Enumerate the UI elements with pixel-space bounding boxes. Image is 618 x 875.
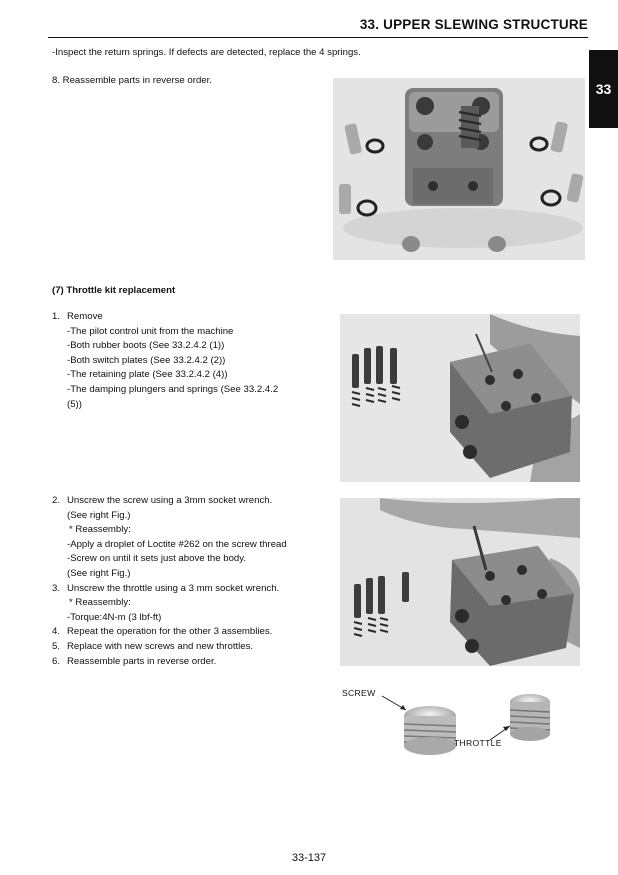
step-4	[52, 625, 287, 640]
callout-throttle: THROTTLE	[454, 738, 502, 748]
step-8-reassemble: 8. Reassemble parts in reverse order.	[52, 75, 212, 86]
remove-line: -The retaining plate (See 33.2.4.2 (4))	[67, 369, 228, 381]
step-line: Repeat the operation for the other 3 assemblies.	[67, 626, 273, 638]
step-line: -Screw on until it sets just above the body.	[67, 553, 246, 565]
photo-pilot-valve-body	[333, 78, 585, 260]
step-3	[52, 582, 287, 626]
step-number: 3.	[52, 582, 61, 594]
step-number: 4.	[52, 626, 61, 638]
chapter-tab: 33	[589, 50, 618, 128]
step-number: 2.	[52, 495, 61, 506]
remove-line: (5))	[67, 398, 82, 410]
photo-unscrewing-throttle	[340, 498, 580, 666]
intro-inspect-line: -Inspect the return springs. If defects are detected, replace the 4 springs.	[52, 47, 361, 58]
remove-line: -The pilot control unit from the machine	[67, 325, 234, 337]
remove-line: -The damping plungers and springs (See 33.2.4.2	[67, 383, 279, 395]
procedure-steps	[52, 494, 287, 669]
step-number: 6.	[52, 655, 61, 667]
callout-screw: SCREW	[342, 688, 376, 698]
step-line: (See right Fig.)	[67, 509, 131, 521]
remove-step-item	[52, 310, 278, 412]
step-number: 5.	[52, 640, 61, 652]
throttle-part	[510, 694, 550, 741]
figure-screw-throttle	[340, 680, 580, 770]
step-line: * Reassembly:	[69, 597, 131, 609]
step-line: Reassemble parts in reverse order.	[67, 655, 217, 667]
header-rule	[48, 37, 588, 38]
step-number: 1.	[52, 311, 61, 322]
section-title-throttle-kit: (7) Throttle kit replacement	[52, 285, 176, 296]
remove-line: -Both rubber boots (See 33.2.4.2 (1))	[67, 340, 225, 352]
remove-title: Remove	[67, 311, 103, 322]
step-line: Unscrew the throttle using a 3 mm socket wrench.	[67, 582, 280, 594]
remove-step	[52, 310, 278, 412]
step-line: (See right Fig.)	[67, 567, 131, 579]
section-header-title: 33. UPPER SLEWING STRUCTURE	[359, 17, 588, 32]
remove-line: -Both switch plates (See 33.2.4.2 (2))	[67, 354, 226, 366]
screw-part	[404, 706, 456, 755]
step-6	[52, 655, 287, 670]
step-line: -Apply a droplet of Loctite #262 on the screw thread	[67, 538, 287, 550]
step-line: -Torque:4N-m (3 lbf-ft)	[67, 611, 162, 623]
step-line: * Reassembly:	[69, 524, 131, 536]
step-5	[52, 640, 287, 655]
step-2	[52, 494, 287, 582]
step-line: Unscrew the screw using a 3mm socket wrench.	[67, 495, 273, 506]
page-number: 33-137	[291, 852, 327, 864]
photo-removing-plungers	[340, 314, 580, 482]
step-line: Replace with new screws and new throttles.	[67, 640, 254, 652]
